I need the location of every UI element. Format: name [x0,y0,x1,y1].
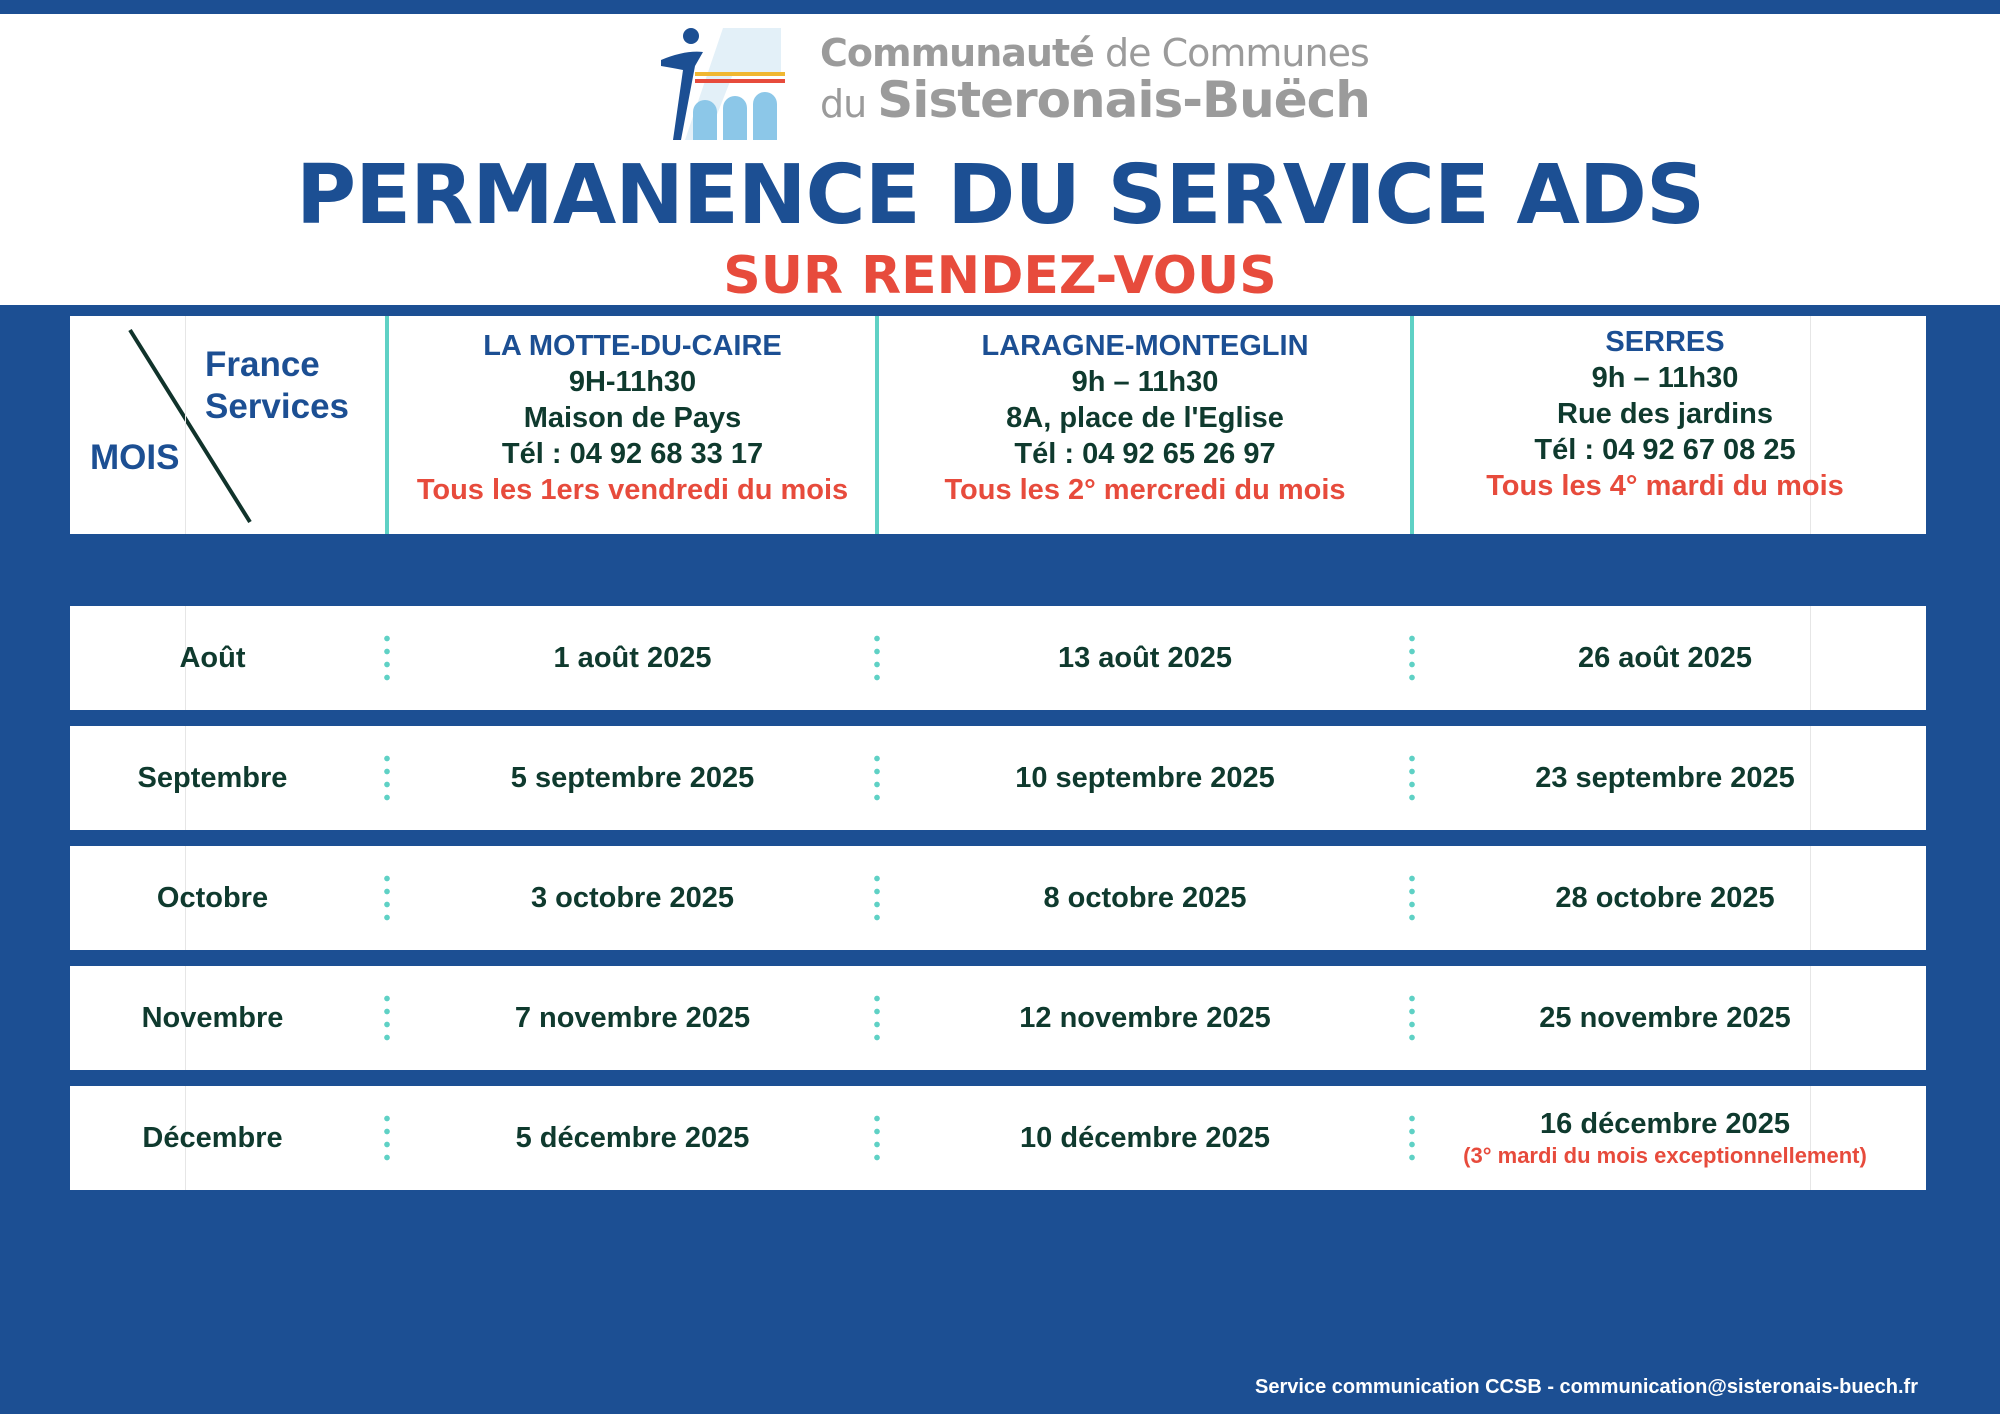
table-row-novembre [70,966,1926,1070]
location-laragne-monteglin: LARAGNE-MONTEGLIN 9h – 11h30 8A, place de l'Eglise Tél : 04 92 65 26 97 Tous les 2° mercredi du mois [944,330,1346,506]
date-cell: 28 octobre 2025 [1555,881,1775,914]
date-cell: 10 septembre 2025 [1015,761,1275,794]
location-serres: SERRES 9h – 11h30 Rue des jardins Tél : 04 92 67 08 25 Tous les 4° mardi du mois [1486,326,1844,502]
month-cell: Novembre [141,1001,284,1034]
month-cell: Août [179,641,246,674]
table-row-aout [70,606,1926,710]
column-separator [875,316,879,534]
page-subtitle: SUR RENDEZ-VOUS [723,246,1277,306]
date-cell: 7 novembre 2025 [514,1001,751,1034]
date-cell: 12 novembre 2025 [1019,1001,1271,1034]
table-row-septembre [70,726,1926,830]
exception-note: (3° mardi du mois exceptionnellement) [1463,1142,1867,1168]
month-cell: Octobre [156,881,269,914]
page-title: PERMANENCE DU SERVICE ADS [295,148,1705,243]
corner-label-france-services: France Services [205,345,350,426]
date-cell: 16 décembre 2025 (3° mardi du mois exceptionnellement) [1463,1107,1867,1168]
date-cell: 26 août 2025 [1577,641,1753,674]
footer-contact: Service communication CCSB - communication@sisteronais-buech.fr [1255,1376,1918,1398]
schedule-header [70,316,1926,534]
column-separator [385,316,389,534]
community-logo-icon [655,22,785,147]
date-cell: 10 décembre 2025 [1020,1121,1270,1154]
date-cell: 5 septembre 2025 [510,761,755,794]
location-la-motte-du-caire: LA MOTTE-DU-CAIRE 9H-11h30 Maison de Pays Tél : 04 92 68 33 17 Tous les 1ers vendredi du mois [416,330,849,506]
community-logo-text: Communauté de Communes du Sisteronais-Buëch [820,31,1370,129]
date-cell: 5 décembre 2025 [515,1121,750,1154]
column-separator [1410,316,1414,534]
date-cell: 23 septembre 2025 [1535,761,1795,794]
date-cell: 8 octobre 2025 [1043,881,1247,914]
table-row-octobre [70,846,1926,950]
month-cell: Décembre [142,1121,283,1154]
date-cell: 1 août 2025 [553,641,712,674]
corner-label-mois: MOIS [90,438,180,477]
date-cell: 3 octobre 2025 [530,881,735,914]
top-bar [0,0,2000,14]
date-cell: 25 novembre 2025 [1539,1001,1791,1034]
table-row-decembre [70,1086,1926,1190]
month-cell: Septembre [137,761,288,794]
header [0,14,2000,305]
date-cell: 13 août 2025 [1057,641,1233,674]
grid-line [185,316,186,534]
